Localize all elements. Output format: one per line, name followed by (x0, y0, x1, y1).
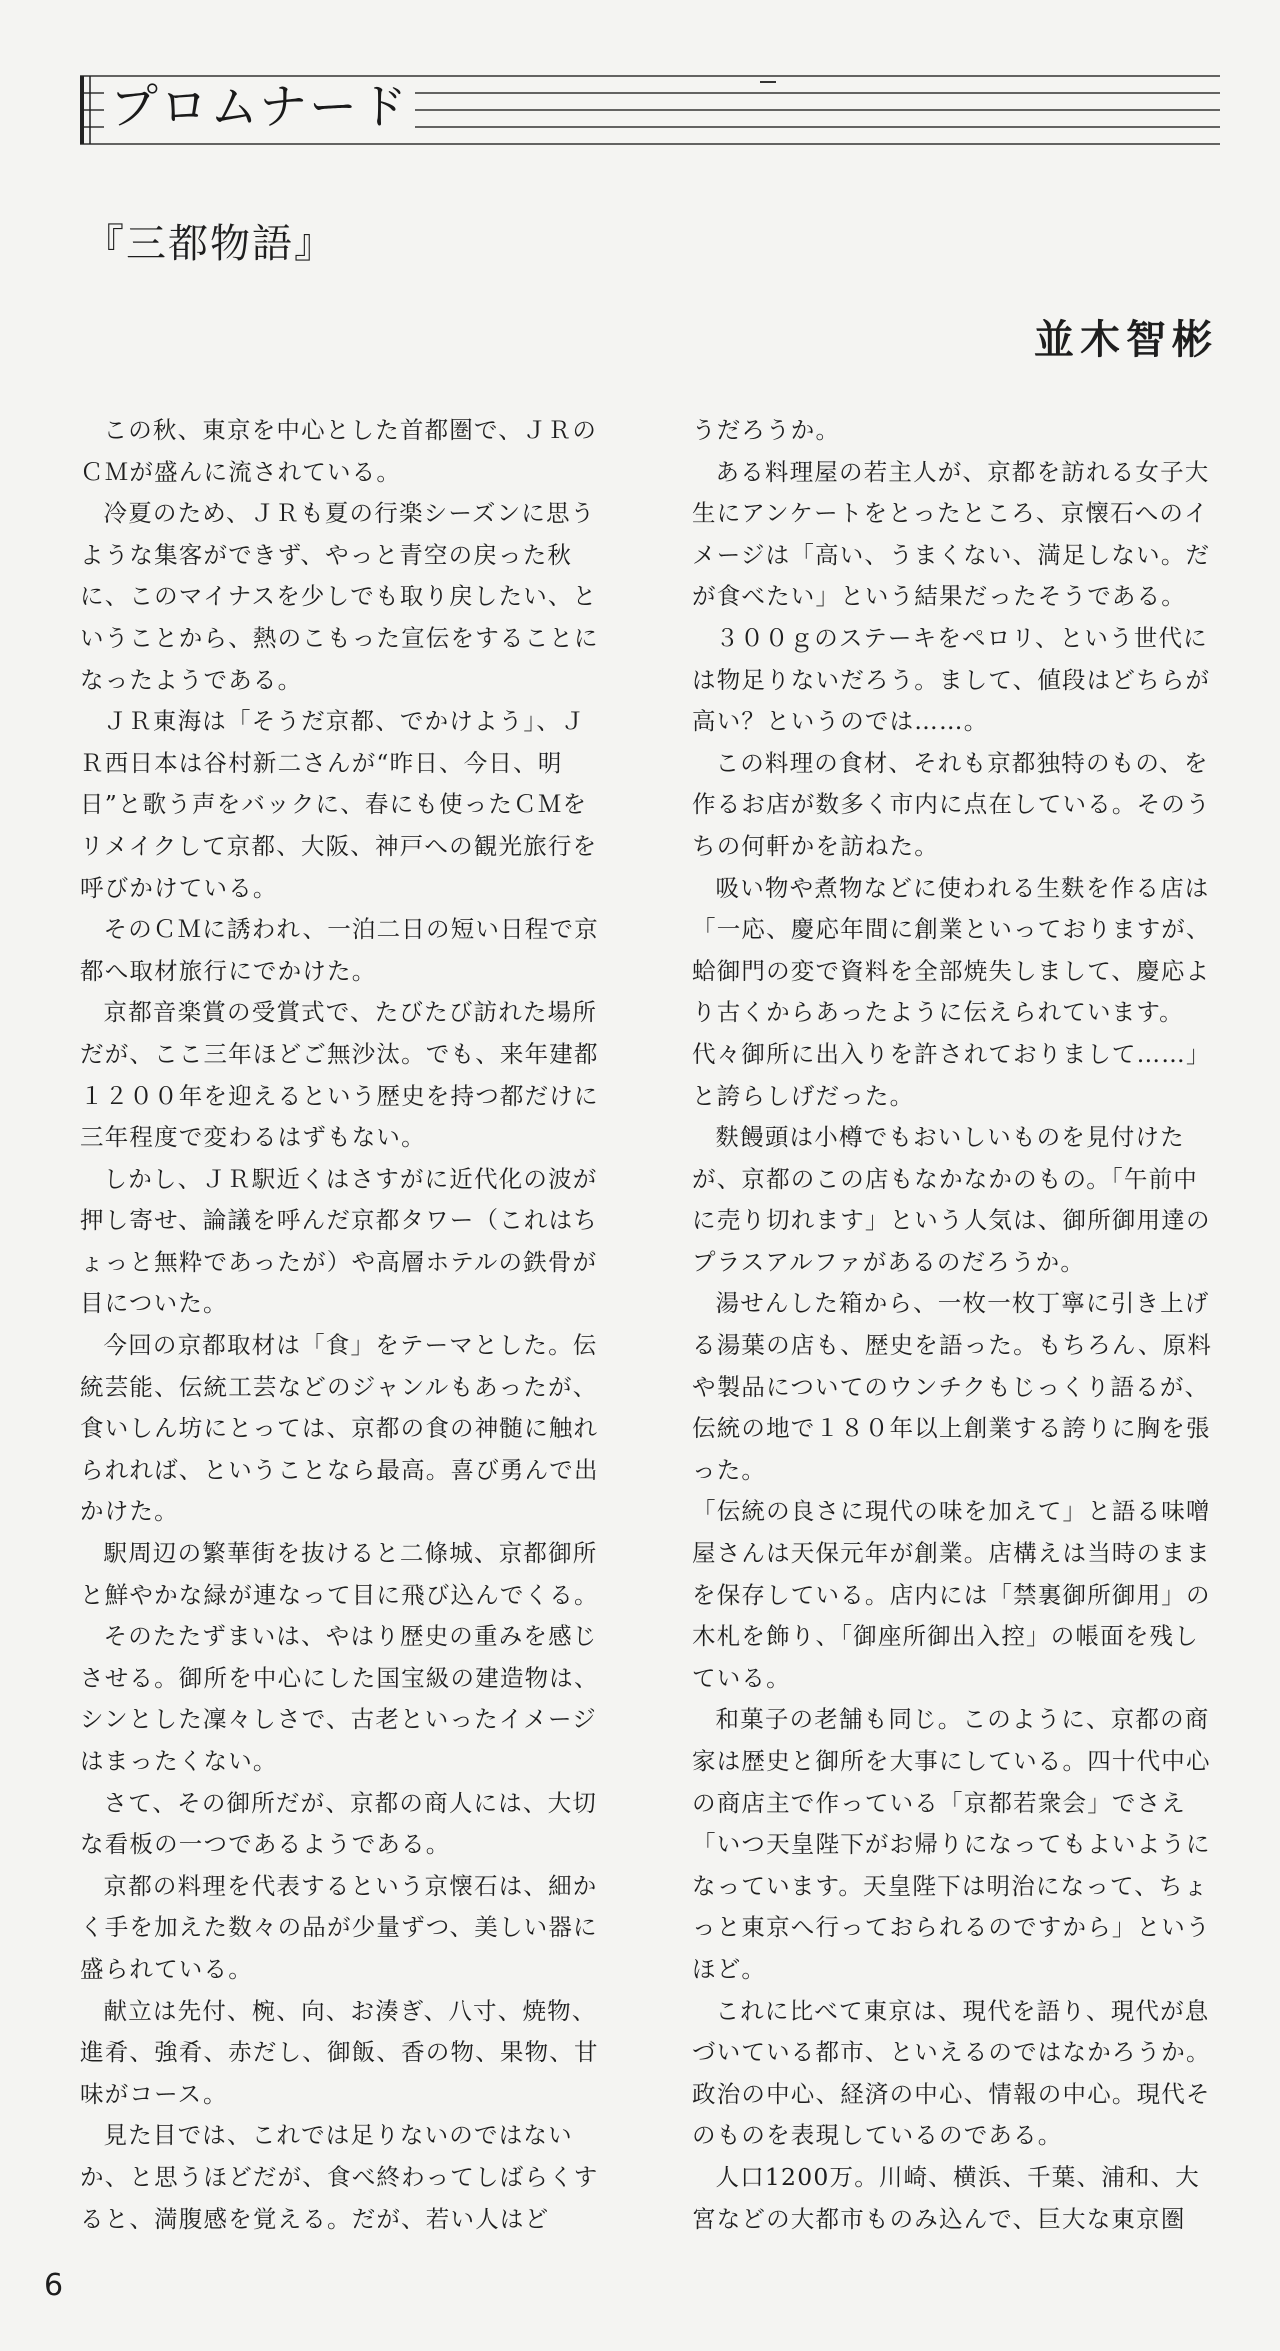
paragraph: 吸い物や煮物などに使われる生麩を作る店は「一応、慶応年間に創業といっておりますが、蛤御門の変で資料を全部焼失しまして、慶応より古くからあったように伝えられています。代々御所に出入りを許されておりまして……」と誇らしげだった。 (692, 873, 1211, 1110)
section-banner (80, 62, 1220, 150)
paragraph: 駅周辺の繁華街を抜けると二條城、京都御所と鮮やかな緑が連なって目に飛び込んでくる。 (80, 1539, 599, 1609)
paragraph: この秋、東京を中心とした首都圏で、ＪＲのＣＭが盛んに流されている。 (80, 416, 598, 486)
paragraph: これに比べて東京は、現代を語り、現代が息づいている都市、といえるのではなかろうか。政治の中心、経済の中心、情報の中心。現代そのものを表現しているのである。 (692, 1996, 1211, 2150)
paragraph: そのたたずまいは、やはり歴史の重みを感じさせる。御所を中心にした国宝級の建造物は、シンとした凜々しさで、古老といったイメージはまったくない。 (80, 1622, 599, 1775)
paragraph: 献立は先付、椀、向、お湊ぎ、八寸、焼物、進肴、強肴、赤だし、御飯、香の物、果物、甘味がコース。 (80, 1996, 599, 2108)
page-number: 6 (44, 2268, 64, 2303)
paragraph: しかし、ＪＲ駅近くはさすがに近代化の波が押し寄せ、論議を呼んだ京都タワー（これはちょっと無粋であったが）や高層ホテルの鉄骨が目についた。 (80, 1164, 598, 1318)
paragraph: この料理の食材、それも京都独特のもの、を作るお店が数多く市内に点在している。そのうちの何軒かを訪ねた。 (692, 748, 1211, 860)
paragraph: 麩饅頭は小樽でもおいしいものを見付けたが、京都のこの店もなかなかのもの。「午前中に売り切れます」という人気は、御所御用達のプラスアルファがあるのだろうか。 (692, 1123, 1211, 1276)
paragraph: 湯せんした箱から、一枚一枚丁寧に引き上げる湯葉の店も、歴史を語った。もちろん、原料や製品についてのウンチクもじっくり語るが、伝統の地で１８０年以上創業する誇りに胸を張った。 (692, 1289, 1213, 1484)
paragraph: 冷夏のため、ＪＲも夏の行楽シーズンに思うような集客ができず、やっと青空の戻った秋に、このマイナスを少しでも取り戻したい、ということから、熱のこもった宣伝をすることになったようである。 (80, 499, 599, 694)
paragraph: ある料理屋の若主人が、京都を訪れる女子大生にアンケートをとったところ、京懐石へのイメージは「高い、うまくない、満足しない。だが食べたい」という結果だったそうである。 (692, 457, 1211, 611)
paragraph: 今回の京都取材は「食」をテーマとした。伝統芸能、伝統工芸などのジャンルもあったが、食いしん坊にとっては、京都の食の神髄に触れられれば、ということなら最高。喜び勇んで出かけた。 (80, 1331, 599, 1526)
article-title: 『三都物語』 (84, 221, 336, 267)
left-column (80, 410, 610, 2240)
paragraph: ＪＲ東海は「そうだ京都、でかけよう」、ＪＲ西日本は谷村新二さんが“昨日、今日、明日”と歌う声をバックに、春にも使ったＣＭをリメイクして京都、大阪、神戸への観光旅行を呼びかけている。 (80, 707, 598, 902)
author-name: 並木智彬 (1034, 317, 1218, 363)
paragraph: 京都音楽賞の受賞式で、たびたび訪れた場所だが、ここ三年ほどご無沙汰。でも、来年建都１２００年を迎えるという歴史を持つ都だけに三年程度で変わるはずもない。 (80, 998, 599, 1152)
paragraph-continuation: うだろうか。 (692, 416, 841, 444)
paragraph: 「伝統の良さに現代の味を加えて」と語る味噌屋さんは天保元年が創業。店構えは当時のままを保存している。店内には「禁裏御所御用」の木札を飾り、「御座所御出入控」の帳面を残している。 (692, 1497, 1211, 1692)
paragraph: さて、その御所だが、京都の商人には、大切な看板の一つであるようである。 (80, 1788, 598, 1859)
paragraph: 京都の料理を代表するという京懐石は、細かく手を加えた数々の品が少量ずつ、美しい器に盛られている。 (80, 1871, 598, 1983)
paragraph: 和菓子の老舗も同じ。このように、京都の商家は歴史と御所を大事にしている。四十代中心の商店主で作っている「京都若衆会」でさえ「いつ天皇陛下がお帰りになってもよいようになっています。天皇陛下は明治になって、ちょっと東京へ行っておられるのですから」というほど。 (692, 1705, 1211, 1983)
paragraph: 人口1200万。川崎、横浜、千葉、浦和、大宮などの大都市ものみ込んで、巨大な東京圏 (692, 2162, 1201, 2233)
section-title: プロムナード (104, 78, 415, 136)
paragraph: ３００ｇのステーキをペロリ、という世代には物足りないだろう。まして、値段はどちらが高い？というのでは……。 (692, 623, 1211, 736)
paragraph: 見た目では、これでは足りないのではないか、と思うほどだが、食べ終わってしばらくすると、満腹感を覚える。だが、若い人はど (80, 2121, 599, 2233)
paragraph: そのＣＭに誘われ、一泊二日の短い日程で京都へ取材旅行にでかけた。 (80, 915, 599, 985)
right-column (692, 410, 1222, 2240)
